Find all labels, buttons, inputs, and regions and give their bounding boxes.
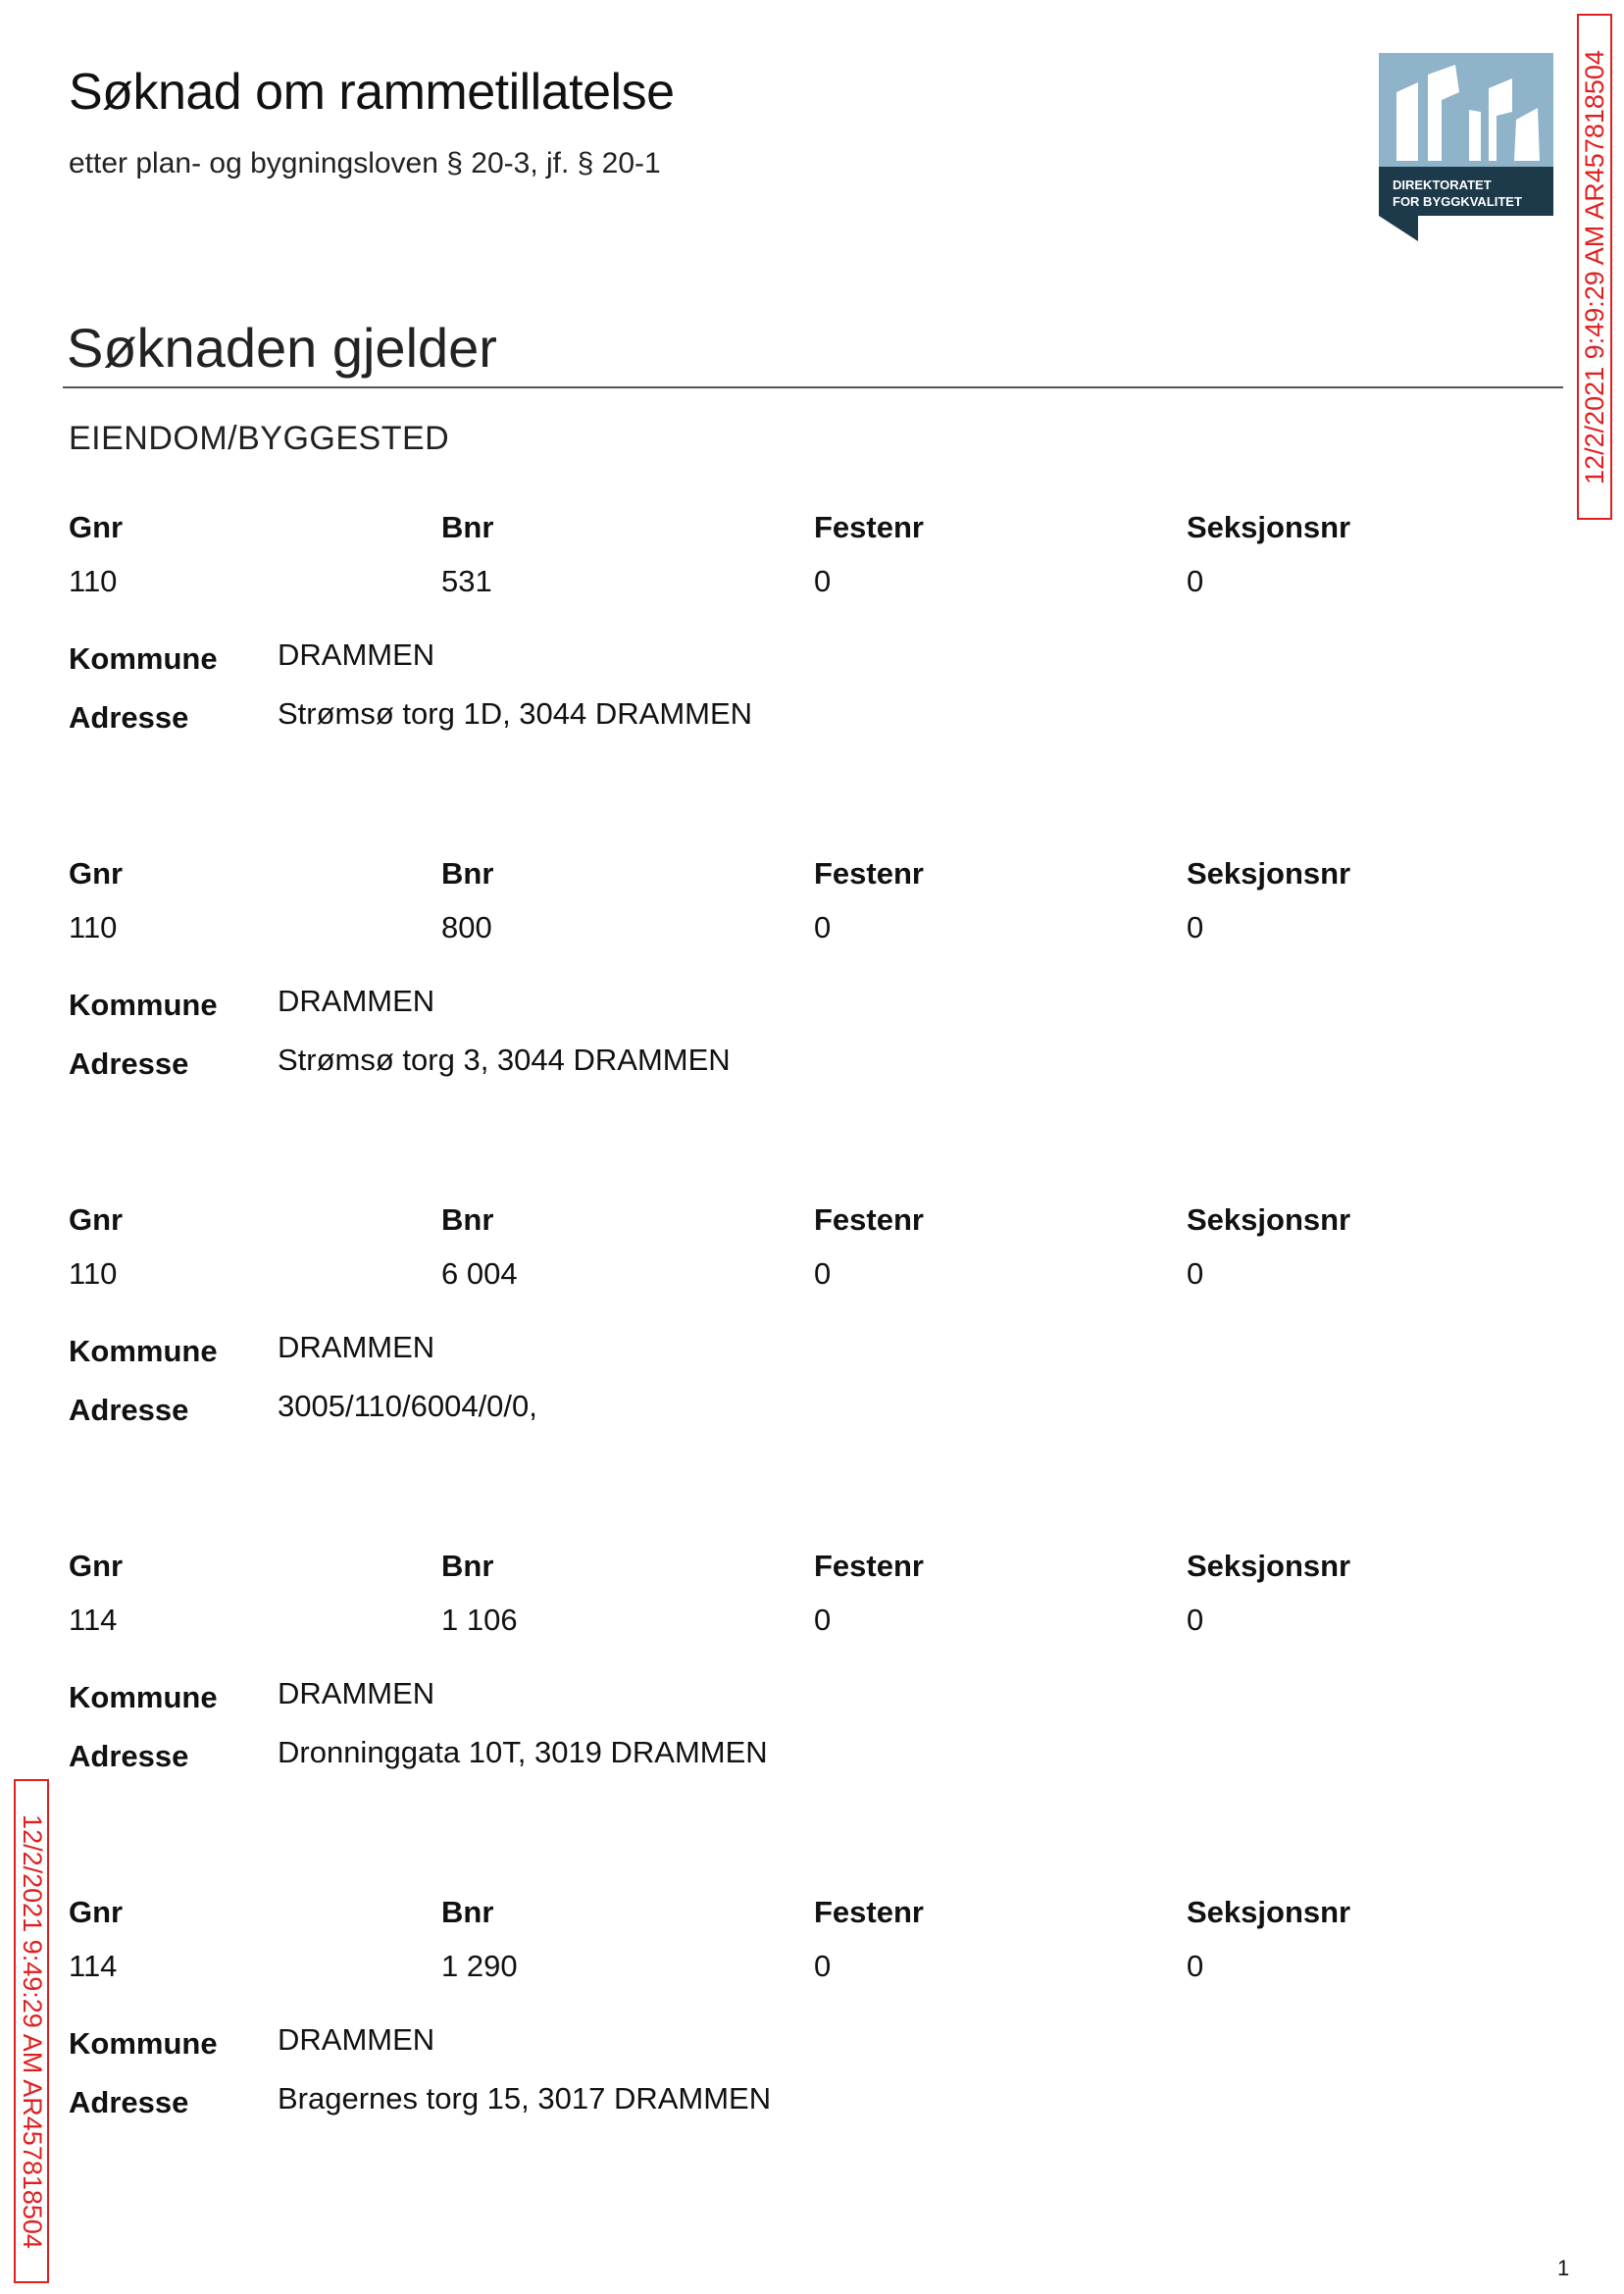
adresse-value: 3005/110/6004/0/0, [278,1389,537,1423]
kommune-label: Kommune [69,1334,218,1368]
document-subtitle: etter plan- og bygningsloven § 20-3, jf. § 20-1 [69,147,661,179]
adresse-value: Strømsø torg 1D, 3044 DRAMMEN [278,696,753,731]
festenr-header: Festenr [814,856,924,891]
gnr-value: 114 [69,1603,118,1637]
seksjonsnr-header: Seksjonsnr [1187,510,1351,544]
logo-tab [1379,216,1418,241]
kommune-value: DRAMMEN [278,1676,435,1710]
festenr-header: Festenr [814,1549,924,1583]
seksjonsnr-header: Seksjonsnr [1187,1895,1351,1929]
date-stamp-bottom [14,1779,49,2283]
property-block [69,1895,1540,2150]
gnr-header: Gnr [69,1202,124,1237]
gnr-value: 110 [69,564,118,598]
property-block [69,856,1540,1111]
logo-line-1: DIREKTORATET [1393,178,1492,192]
adresse-label: Adresse [69,700,189,735]
bnr-value: 1 106 [441,1603,518,1637]
kommune-label: Kommune [69,988,218,1022]
kommune-value: DRAMMEN [278,2022,435,2057]
bnr-value: 531 [441,564,492,598]
festenr-value: 0 [814,1256,832,1291]
property-block [69,510,1540,765]
property-block [69,1549,1540,1804]
seksjonsnr-value: 0 [1187,910,1204,944]
adresse-value: Strømsø torg 3, 3044 DRAMMEN [278,1043,731,1077]
adresse-value: Dronninggata 10T, 3019 DRAMMEN [278,1735,768,1769]
logo-building-3 [1469,110,1481,161]
gnr-value: 114 [69,1949,118,1983]
kommune-value: DRAMMEN [278,984,435,1018]
gnr-header: Gnr [69,510,124,544]
seksjonsnr-header: Seksjonsnr [1187,1202,1351,1237]
adresse-value: Bragernes torg 15, 3017 DRAMMEN [278,2081,772,2116]
date-stamp-bottom-text: 12/2/2021 9:49:29 AM AR457818504 [17,1813,47,2249]
gnr-header: Gnr [69,1549,124,1583]
seksjonsnr-value: 0 [1187,1949,1204,1983]
festenr-header: Festenr [814,1202,924,1237]
seksjonsnr-header: Seksjonsnr [1187,1549,1351,1583]
property-block [69,1202,1540,1457]
festenr-value: 0 [814,1603,832,1637]
kommune-label: Kommune [69,2026,218,2061]
bnr-header: Bnr [441,510,494,544]
section-divider [63,386,1563,388]
page-number: 1 [1557,2256,1570,2280]
kommune-label: Kommune [69,641,218,676]
festenr-value: 0 [814,1949,832,1983]
adresse-label: Adresse [69,1046,189,1081]
dibk-logo [1379,53,1553,241]
seksjonsnr-value: 0 [1187,1603,1204,1637]
section-subheading: EIENDOM/BYGGESTED [69,420,450,457]
bnr-header: Bnr [441,1895,494,1929]
bnr-header: Bnr [441,1202,494,1237]
date-stamp-top [1577,14,1612,520]
bnr-value: 800 [441,910,492,944]
adresse-label: Adresse [69,2085,189,2119]
bnr-value: 1 290 [441,1949,518,1983]
festenr-header: Festenr [814,510,924,544]
bnr-header: Bnr [441,856,494,891]
gnr-value: 110 [69,1256,118,1291]
adresse-label: Adresse [69,1393,189,1427]
seksjonsnr-value: 0 [1187,564,1204,598]
festenr-value: 0 [814,910,832,944]
kommune-value: DRAMMEN [278,637,435,672]
adresse-label: Adresse [69,1739,189,1773]
kommune-value: DRAMMEN [278,1330,435,1364]
date-stamp-top-text: 12/2/2021 9:49:29 AM AR457818504 [1579,49,1609,484]
kommune-label: Kommune [69,1680,218,1714]
section-heading: Søknaden gjelder [67,317,497,379]
gnr-header: Gnr [69,856,124,891]
gnr-header: Gnr [69,1895,124,1929]
document-title: Søknad om rammetillatelse [69,64,675,121]
seksjonsnr-header: Seksjonsnr [1187,856,1351,891]
bnr-header: Bnr [441,1549,494,1583]
logo-building-1 [1396,82,1418,161]
seksjonsnr-value: 0 [1187,1256,1204,1291]
festenr-value: 0 [814,564,832,598]
bnr-value: 6 004 [441,1256,518,1291]
festenr-header: Festenr [814,1895,924,1929]
gnr-value: 110 [69,910,118,944]
logo-line-2: FOR BYGGKVALITET [1393,194,1522,209]
